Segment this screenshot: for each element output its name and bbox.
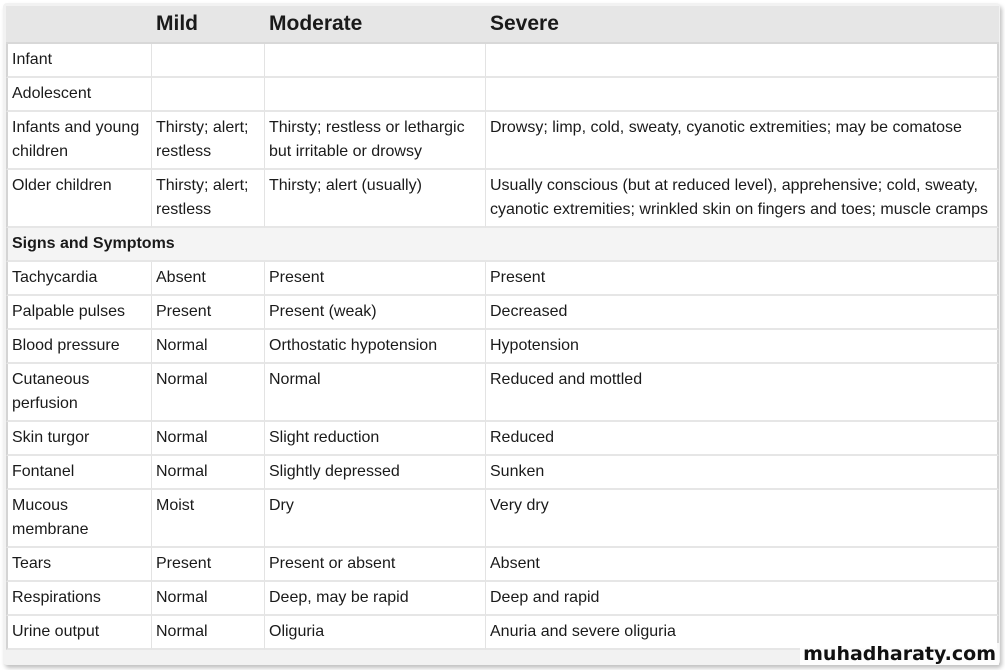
row-label: Cutaneous perfusion <box>6 364 152 422</box>
table-row <box>6 364 999 422</box>
header-cell-mild: Mild <box>152 6 265 44</box>
cell-severe: Reduced <box>486 422 999 456</box>
cell-severe: Hypotension <box>486 330 999 364</box>
watermark-text: muhadharaty.com <box>800 643 999 665</box>
row-label: Tachycardia <box>6 262 152 296</box>
cell-moderate: Oliguria <box>265 616 486 650</box>
section-label: Signs and Symptoms <box>6 228 999 262</box>
section-row <box>6 228 999 262</box>
cell-mild: Normal <box>152 330 265 364</box>
cell-moderate: Thirsty; restless or lethargic but irritable or drowsy <box>265 112 486 170</box>
header-row <box>6 6 999 44</box>
table-row <box>6 44 999 78</box>
dehydration-table <box>6 6 999 650</box>
row-label: Adolescent <box>6 78 152 112</box>
table-row <box>6 112 999 170</box>
cell-mild: Present <box>152 296 265 330</box>
table-row <box>6 262 999 296</box>
cell-moderate: Present <box>265 262 486 296</box>
cell-moderate: Slight reduction <box>265 422 486 456</box>
cell-moderate: Present or absent <box>265 548 486 582</box>
cell-severe <box>486 78 999 112</box>
table-row <box>6 490 999 548</box>
cell-mild: Present <box>152 548 265 582</box>
header-cell-severe: Severe <box>486 6 999 44</box>
row-label: Urine output <box>6 616 152 650</box>
row-label: Mucous membrane <box>6 490 152 548</box>
cell-mild: Absent <box>152 262 265 296</box>
row-label: Blood pressure <box>6 330 152 364</box>
cell-mild: Normal <box>152 364 265 422</box>
cell-mild <box>152 44 265 78</box>
table-row <box>6 170 999 228</box>
cell-severe: Sunken <box>486 456 999 490</box>
cell-moderate: Slightly depressed <box>265 456 486 490</box>
row-label: Palpable pulses <box>6 296 152 330</box>
cell-severe: Reduced and mottled <box>486 364 999 422</box>
cell-mild: Normal <box>152 582 265 616</box>
row-label: Tears <box>6 548 152 582</box>
table-row <box>6 582 999 616</box>
cell-moderate: Dry <box>265 490 486 548</box>
cell-severe: Decreased <box>486 296 999 330</box>
table-row <box>6 456 999 490</box>
table-row <box>6 330 999 364</box>
row-label: Older children <box>6 170 152 228</box>
cell-moderate: Normal <box>265 364 486 422</box>
cell-severe: Usually conscious (but at reduced level), apprehensive; cold, sweaty, cyanotic extremities; wrinkled skin on fingers and toes; muscle cramps <box>486 170 999 228</box>
table-row <box>6 548 999 582</box>
row-label: Respirations <box>6 582 152 616</box>
cell-severe: Absent <box>486 548 999 582</box>
cell-severe: Anuria and severe oliguria <box>486 616 999 650</box>
cell-severe <box>486 44 999 78</box>
cell-severe: Present <box>486 262 999 296</box>
cell-moderate: Orthostatic hypotension <box>265 330 486 364</box>
cell-moderate: Thirsty; alert (usually) <box>265 170 486 228</box>
cell-mild: Normal <box>152 422 265 456</box>
table-row <box>6 78 999 112</box>
cell-mild: Thirsty; alert; restless <box>152 170 265 228</box>
cell-moderate: Deep, may be rapid <box>265 582 486 616</box>
cell-severe: Deep and rapid <box>486 582 999 616</box>
cell-mild: Thirsty; alert; restless <box>152 112 265 170</box>
cell-severe: Drowsy; limp, cold, sweaty, cyanotic extremities; may be comatose <box>486 112 999 170</box>
cell-mild: Normal <box>152 456 265 490</box>
cell-severe: Very dry <box>486 490 999 548</box>
cell-moderate: Present (weak) <box>265 296 486 330</box>
cell-mild <box>152 78 265 112</box>
row-label: Infants and young children <box>6 112 152 170</box>
cell-moderate <box>265 78 486 112</box>
header-cell-moderate: Moderate <box>265 6 486 44</box>
table-row <box>6 296 999 330</box>
table-row <box>6 422 999 456</box>
cell-moderate <box>265 44 486 78</box>
row-label: Skin turgor <box>6 422 152 456</box>
cell-mild: Normal <box>152 616 265 650</box>
cell-mild: Moist <box>152 490 265 548</box>
row-label: Infant <box>6 44 152 78</box>
row-label: Fontanel <box>6 456 152 490</box>
header-cell-blank <box>6 6 152 44</box>
